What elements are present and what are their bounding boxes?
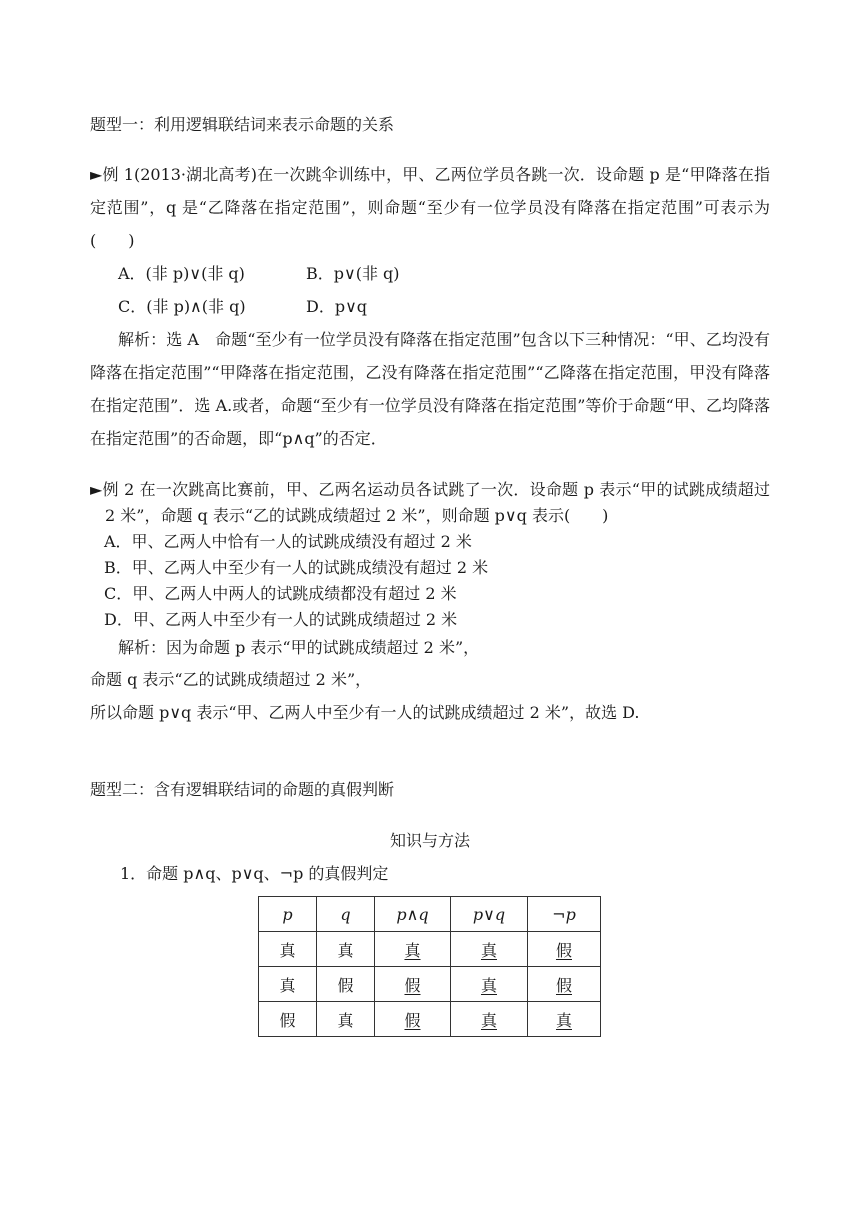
table-header-cell: ¬p: [528, 897, 601, 932]
table-cell-answer: 假: [555, 975, 572, 995]
example1-options-row1: [90, 257, 770, 290]
example2-analysis-1: 解析：因为命题 p 表示“甲的试跳成绩超过 2 米”，: [118, 638, 480, 657]
table-header-cell: p∨q: [451, 897, 528, 932]
example2-option-c: C．甲、乙两人中两人的试跳成绩都没有超过 2 米: [104, 584, 457, 603]
table-cell: 真: [259, 967, 317, 1002]
table-header-cell: p∧q: [375, 897, 451, 932]
table-header-cell: p: [259, 897, 317, 932]
table-cell: 真: [259, 932, 317, 967]
example2-option-d: D．甲、乙两人中至少有一人的试跳成绩超过 2 米: [104, 610, 458, 629]
table-cell-answer: 真: [480, 1010, 497, 1030]
table-row: [259, 932, 601, 967]
truth-table: [258, 896, 601, 1037]
table-cell-answer: 真: [480, 940, 497, 960]
example1-analysis: 解析：选 A 命题“至少有一位学员没有降落在指定范围”包含以下三种情况：“甲、乙均没有降落在指定范围”“甲降落在指定范围，乙没有降落在指定范围”“乙降落在指定范围，甲没有降落在指定范围”．选 A.或者，命题“至少有一位学员没有降落在指定范围”等价于命题“甲、乙均降落在指定范围”的否命题，即“p∧q”的否定．: [90, 330, 770, 448]
example1-option-a: A．(非 p)∨(非 q): [118, 264, 245, 283]
example2-analysis-2: 命题 q 表示“乙的试跳成绩超过 2 米”，: [90, 670, 372, 689]
table-row: [259, 1002, 601, 1037]
table-cell: 假: [259, 1002, 317, 1037]
table-cell: 假: [317, 967, 375, 1002]
table-cell-answer: 假: [404, 975, 421, 995]
table-cell-answer: 假: [555, 940, 572, 960]
table-cell-answer: 真: [404, 940, 421, 960]
example2-option-a: A．甲、乙两人中恰有一人的试跳成绩没有超过 2 米: [104, 532, 472, 551]
example2-option-b: B．甲、乙两人中至少有一人的试跳成绩没有超过 2 米: [104, 558, 489, 577]
example1-option-c: C．(非 p)∧(非 q): [118, 297, 246, 316]
document-page: [90, 108, 770, 1037]
example1-option-b: B．p∨(非 q): [306, 264, 400, 283]
table-header-cell: q: [317, 897, 375, 932]
example2-stem: ►例 2 在一次跳高比赛前，甲、乙两名运动员各试跳了一次．设命题 p 表示“甲的试跳成绩超过 2 米”，命题 q 表示“乙的试跳成绩超过 2 米”，则命题 p∨q 表示( ): [90, 480, 770, 525]
knowledge-heading: 知识与方法: [389, 831, 470, 850]
table-cell-answer: 真: [480, 975, 497, 995]
truth-table-header-row: [259, 897, 601, 932]
section1-title: 题型一：利用逻辑联结词来表示命题的关系: [90, 115, 395, 134]
item1-heading: 1．命题 p∧q、p∨q、¬p 的真假判定: [120, 864, 389, 883]
table-cell: 真: [317, 932, 375, 967]
table-cell-answer: 真: [555, 1010, 572, 1030]
example2-analysis-3: 所以命题 p∨q 表示“甲、乙两人中至少有一人的试跳成绩超过 2 米”，故选 D.: [90, 703, 640, 722]
example1-option-d: D．p∨q: [306, 297, 368, 316]
table-row: [259, 967, 601, 1002]
table-cell-answer: 假: [404, 1010, 421, 1030]
example1-stem: ►例 1(2013·湖北高考)在一次跳伞训练中，甲、乙两位学员各跳一次．设命题 p 是“甲降落在指定范围”，q 是“乙降落在指定范围”，则命题“至少有一位学员没有降落在指定范围”可表示为( ): [90, 165, 770, 250]
section2-title: 题型二：含有逻辑联结词的命题的真假判断: [90, 780, 395, 799]
example1-options-row2: [90, 290, 770, 323]
table-cell: 真: [317, 1002, 375, 1037]
